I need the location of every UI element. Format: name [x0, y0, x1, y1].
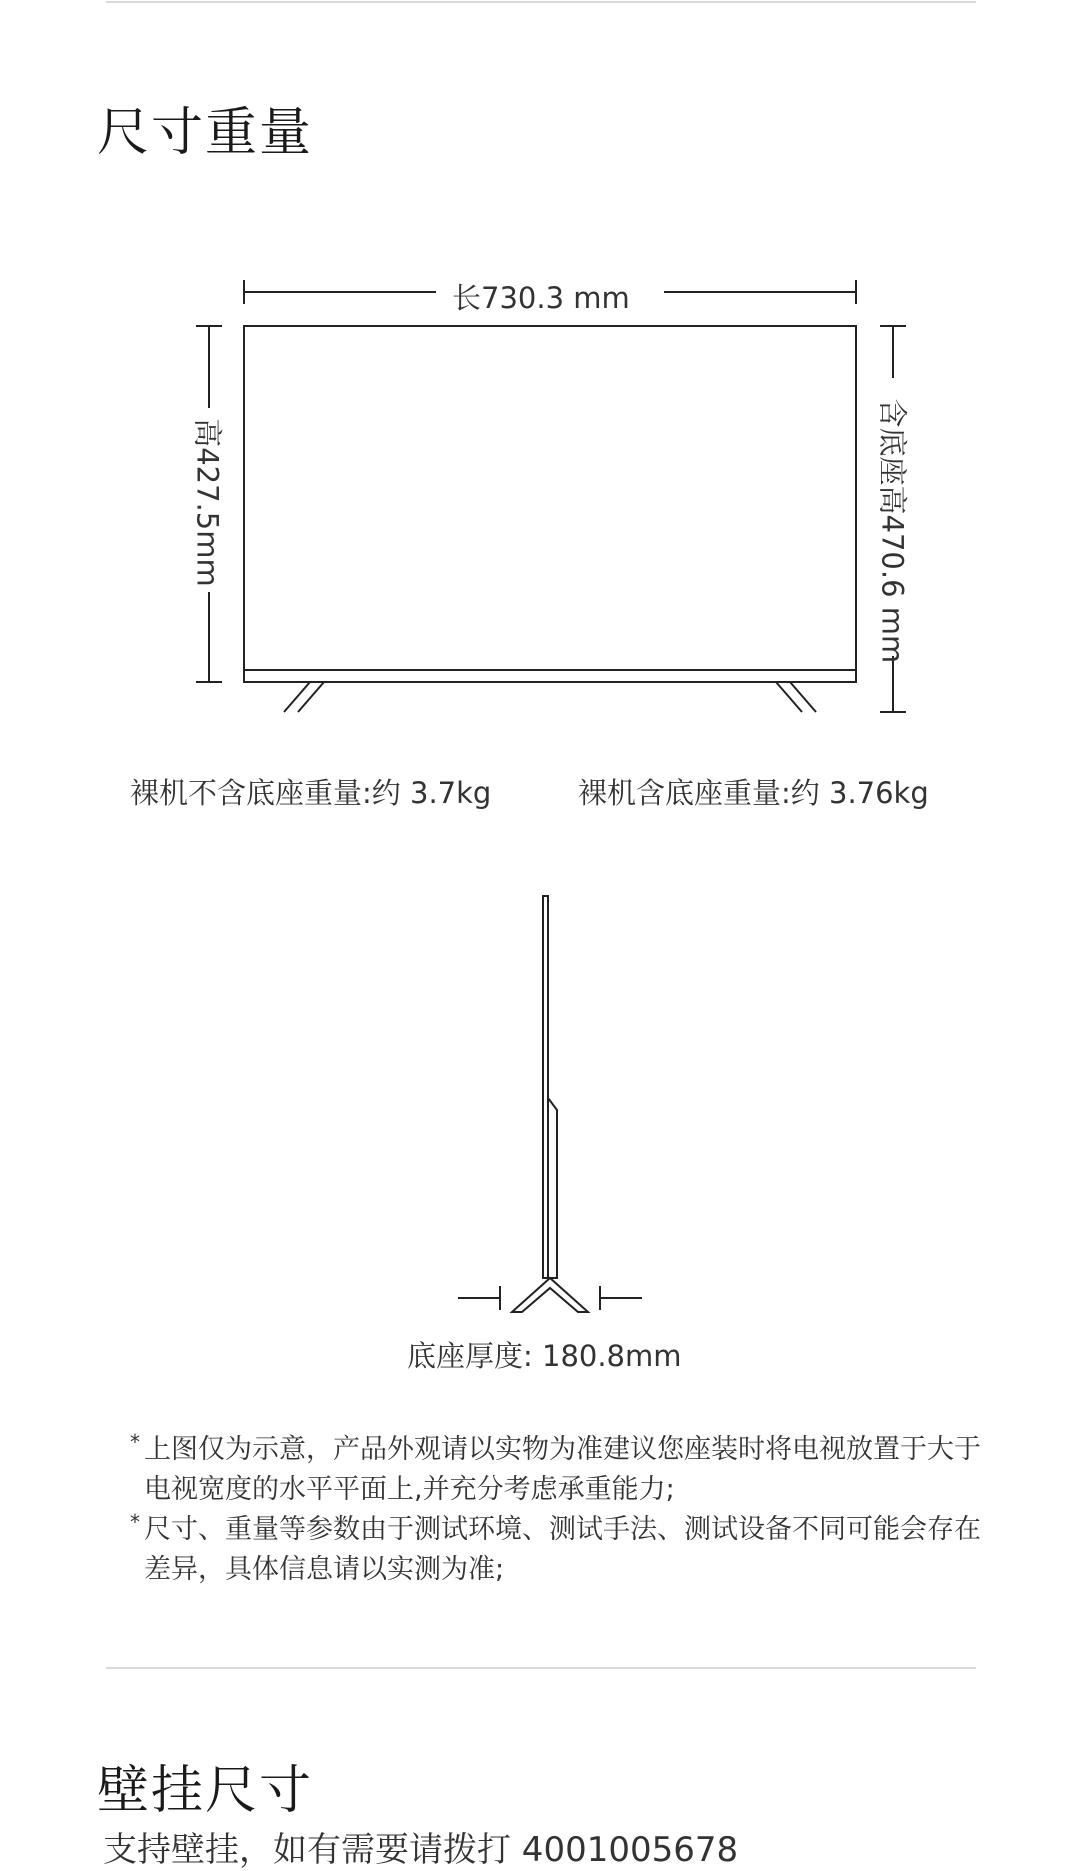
- section-divider: [106, 1667, 976, 1669]
- note-item: [130, 1510, 990, 1590]
- disclaimer-notes: [130, 1430, 990, 1590]
- note-text: 上图仅为示意，产品外观请以实物为准建议您座装时将电视放置于大于电视宽度的水平平面上,并充分考虑承重能力;: [144, 1434, 981, 1505]
- wall-mount-subtitle: 支持壁挂，如有需要请拨打 4001005678: [103, 1830, 739, 1870]
- section-title-wall-mount: 壁挂尺寸: [97, 1761, 314, 1821]
- height-label: 高427.5mm: [190, 418, 225, 587]
- length-label: 长730.3 mm: [452, 281, 630, 315]
- height-with-stand-label: 含底座高470.6 mm: [875, 398, 910, 664]
- stand-depth-label: 底座厚度: 180.8mm: [407, 1339, 682, 1373]
- weight-without-stand: 裸机不含底座重量:约 3.7kg: [130, 776, 492, 810]
- tv-side-stand: [512, 1278, 588, 1312]
- note-star: *: [130, 1510, 140, 1534]
- tv-side-panel: [543, 896, 557, 1278]
- note-item: [130, 1430, 990, 1510]
- weight-with-stand: 裸机含底座重量:约 3.76kg: [578, 776, 929, 810]
- note-text: 尺寸、重量等参数由于测试环境、测试手法、测试设备不同可能会存在差异，具体信息请以实测为准;: [144, 1514, 981, 1585]
- section-title-size-weight: 尺寸重量: [97, 103, 314, 163]
- note-star: *: [130, 1430, 140, 1454]
